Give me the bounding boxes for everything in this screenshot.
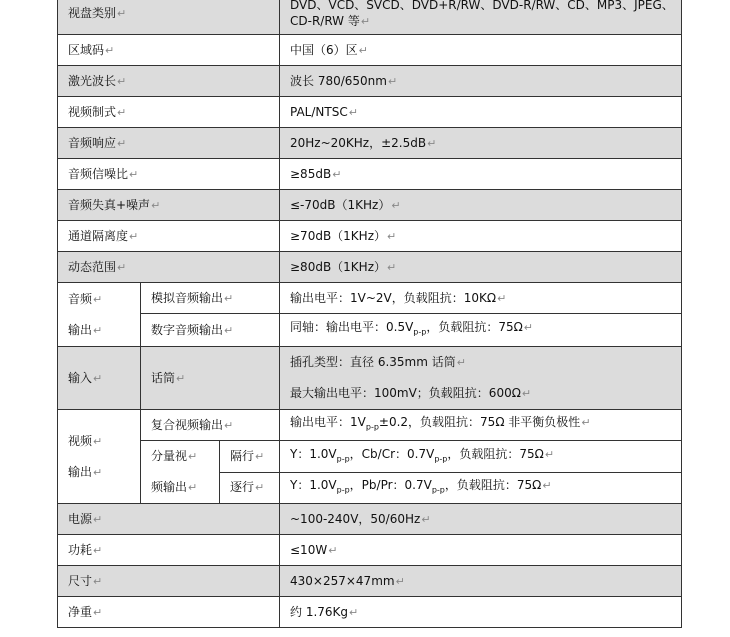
row-power: 电源↵ ~100-240V，50/60Hz↵ — [58, 504, 682, 535]
label-laser: 激光波长 — [68, 73, 117, 88]
row-input-microphone: 输入↵ 话筒↵ 插孔类型：直径 6.35mm 话筒↵ 最大输出电平：100mV；负载阻抗：600Ω↵ — [58, 347, 682, 410]
row-thd: 音频失真+噪声↵ ≤-70dB（1KHz）↵ — [58, 190, 682, 221]
label-component-video: 分量视↵ 频输出↵ — [141, 441, 220, 504]
value-weight: 约 1.76Kg — [290, 604, 349, 619]
row-laser: 激光波长↵ 波长 780/650nm↵ — [58, 66, 682, 97]
value-thd: ≤-70dB（1KHz） — [290, 197, 391, 212]
row-weight: 净重↵ 约 1.76Kg↵ — [58, 597, 682, 628]
label-dynamic-range: 动态范围 — [68, 259, 117, 274]
label-video-output-group: 视频↵ 输出↵ — [58, 410, 141, 504]
value-composite-video: 输出电平：$1V_{p-p}\pm 0.2$，负载阻抗：75Ω 非平衡负极性↵ — [280, 410, 682, 441]
row-video-format: 视频制式↵ PAL/NTSC↵ — [58, 97, 682, 128]
value-analog-audio-output: 输出电平：1V~2V，负载阻抗：10KΩ — [290, 290, 497, 305]
value-digital-audio-output: 同轴：输出电平：$0.5V_{p-p}$，负载阻抗：75Ω↵ — [280, 314, 682, 347]
label-composite-video: 复合视频输出 — [151, 417, 224, 432]
value-snr: ≥85dB — [290, 166, 332, 181]
value-progressive: Y：$1.0V_{p-p}$，Pb/Pr：$0.7V_{p-p}$，负载阻抗：75Ω↵ — [280, 472, 682, 504]
row-progressive: 逐行↵ Y：$1.0V_{p-p}$，Pb/Pr：$0.7V_{p-p}$，负载阻抗：75Ω↵ — [58, 472, 682, 504]
value-size: 430×257×47mm — [290, 573, 395, 588]
value-video-format: PAL/NTSC — [290, 104, 348, 119]
row-frequency-response: 音频响应↵ 20Hz~20KHz，±2.5dB↵ — [58, 128, 682, 159]
value-region: 中国（6）区 — [290, 42, 358, 57]
row-size: 尺寸↵ 430×257×47mm↵ — [58, 566, 682, 597]
row-snr: 音频信噪比↵ ≥85dB↵ — [58, 159, 682, 190]
spec-table — [57, 0, 682, 628]
label-frequency-response: 音频响应 — [68, 135, 117, 150]
value-laser: 波长 780/650nm — [290, 73, 387, 88]
label-thd: 音频失真+噪声 — [68, 197, 151, 212]
row-region: 区域码↵ 中国（6）区↵ — [58, 35, 682, 66]
row-dynamic-range: 动态范围↵ ≥80dB（1KHz）↵ — [58, 252, 682, 283]
value-disc-type: DVD、VCD、SVCD、DVD+R/RW、DVD-R/RW、CD、MP3、JPEG、 CD-R/RW 等↵ — [280, 0, 682, 35]
row-channel-separation: 通道隔离度↵ ≥70dB（1KHz）↵ — [58, 221, 682, 252]
label-video-format: 视频制式 — [68, 104, 117, 119]
label-interlaced: 隔行 — [230, 448, 255, 463]
row-interlaced: 分量视↵ 频输出↵ 隔行↵ Y：$1.0V_{p-p}$，Cb/Cr：$0.7V_{p-p}$，负载阻抗：75Ω↵ — [58, 441, 682, 473]
value-frequency-response: 20Hz~20KHz，±2.5dB — [290, 135, 427, 150]
label-channel-separation: 通道隔离度 — [68, 228, 129, 243]
label-snr: 音频信噪比 — [68, 166, 129, 181]
label-audio-output-group: 音频↵ 输出↵ — [58, 283, 141, 347]
value-dynamic-range: ≥80dB（1KHz） — [290, 259, 387, 274]
label-size: 尺寸 — [68, 573, 93, 588]
label-progressive: 逐行 — [230, 480, 255, 495]
value-power: ~100-240V，50/60Hz — [290, 511, 421, 526]
label-digital-audio-output: 数字音频输出 — [151, 322, 224, 337]
label-microphone: 话筒 — [151, 370, 176, 385]
value-microphone: 插孔类型：直径 6.35mm 话筒↵ 最大输出电平：100mV；负载阻抗：600Ω↵ — [280, 347, 682, 410]
value-consumption: ≤10W — [290, 542, 328, 557]
value-channel-separation: ≥70dB（1KHz） — [290, 228, 387, 243]
label-region: 区域码 — [68, 42, 105, 57]
label-weight: 净重 — [68, 604, 93, 619]
row-disc-type — [58, 0, 682, 35]
label-analog-audio-output: 模拟音频输出 — [151, 290, 224, 305]
label-input-group: 输入 — [68, 370, 93, 385]
label-consumption: 功耗 — [68, 542, 93, 557]
row-digital-audio-output: 数字音频输出↵ 同轴：输出电平：$0.5V_{p-p}$，负载阻抗：75Ω↵ — [58, 314, 682, 347]
row-composite-video: 视频↵ 输出↵ 复合视频输出↵ 输出电平：$1V_{p-p}\pm 0.2$，负载阻抗：75Ω 非平衡负极性↵ — [58, 410, 682, 441]
row-consumption: 功耗↵ ≤10W↵ — [58, 535, 682, 566]
label-disc-type: 视盘类别↵ — [58, 0, 280, 35]
value-interlaced: Y：$1.0V_{p-p}$，Cb/Cr：$0.7V_{p-p}$，负载阻抗：75Ω↵ — [280, 441, 682, 473]
row-analog-audio-output: 音频↵ 输出↵ 模拟音频输出↵ 输出电平：1V~2V，负载阻抗：10KΩ↵ — [58, 283, 682, 314]
label-power: 电源 — [68, 511, 93, 526]
